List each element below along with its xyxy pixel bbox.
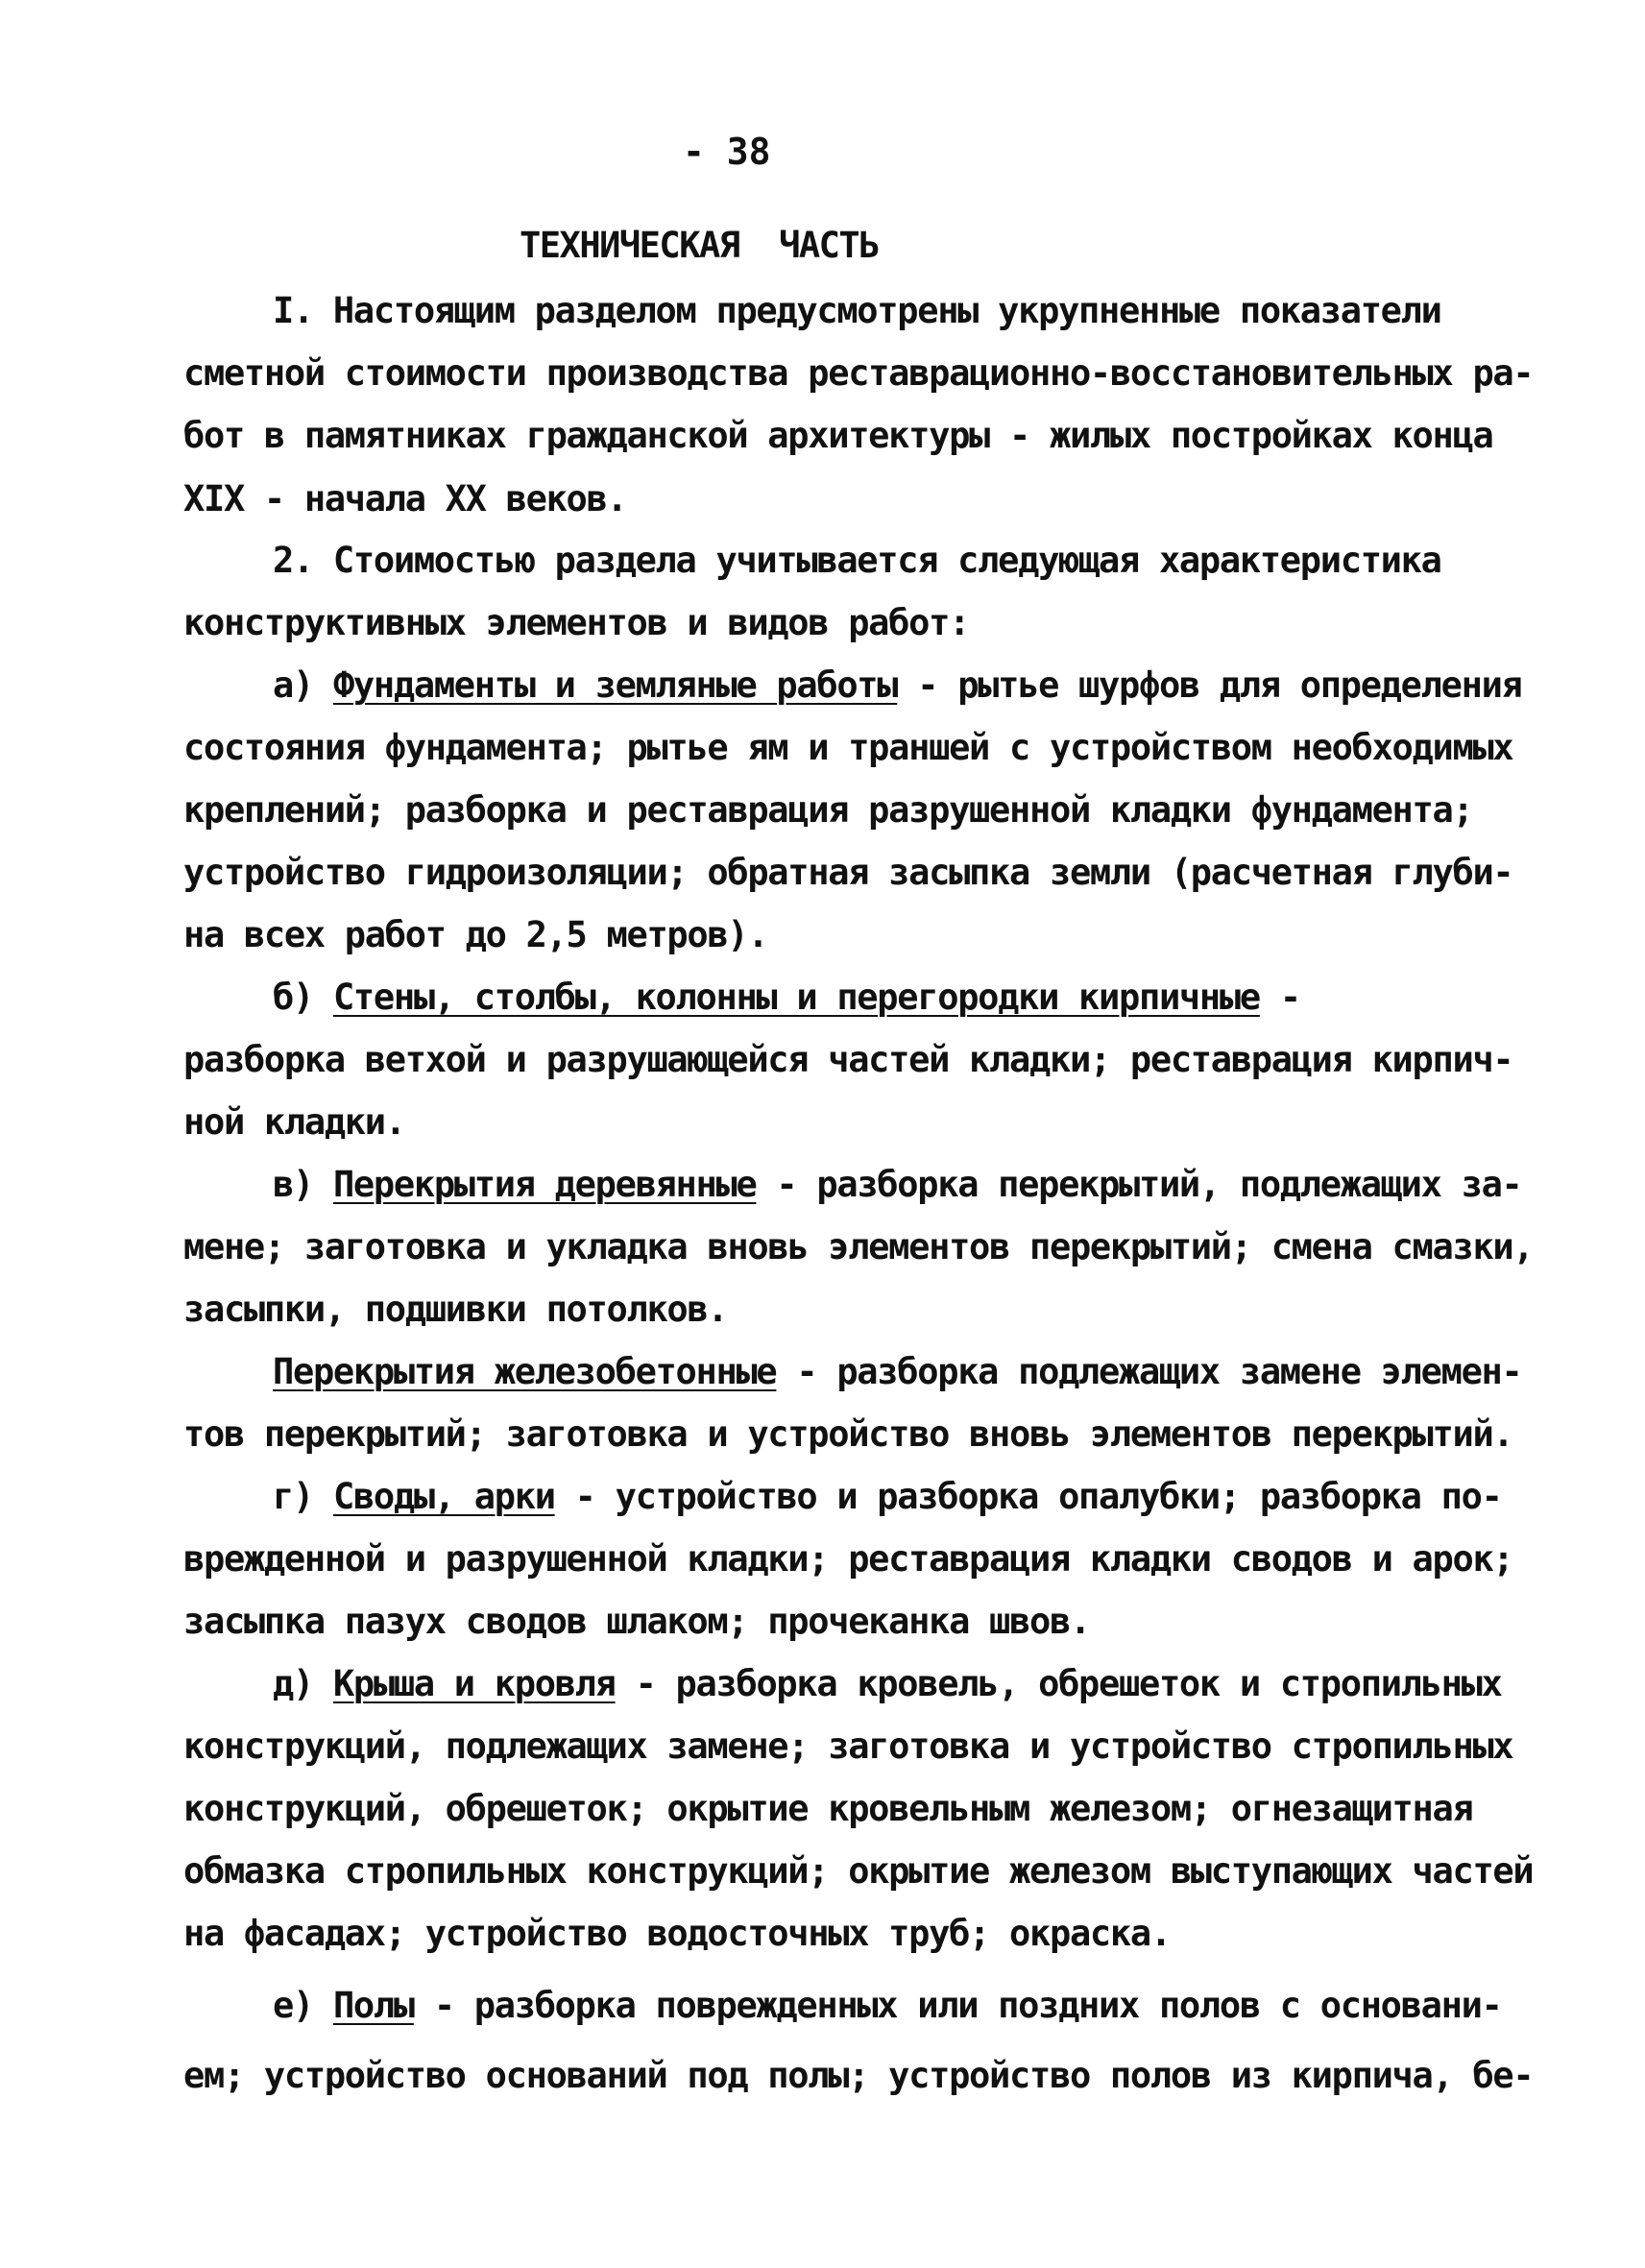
item-a-line-3: креплений; разборка и реставрация разрушенной кладки фундамента; [183, 789, 1473, 831]
item-b-line-1 [273, 975, 1300, 1021]
item-b-prefix: б) [273, 977, 333, 1018]
item-d-line-2: конструкций, подлежащих замене; заготовка и устройство стропильных [183, 1725, 1513, 1767]
item-v2-line-2: тов перекрытий; заготовка и устройство вновь элементов перекрытий. [183, 1413, 1513, 1455]
section-heading: ТЕХНИЧЕСКАЯ ЧАСТЬ [520, 225, 879, 266]
item-d-title: Крыша и кровля [332, 1663, 616, 1704]
item-d-line-1-rest: - разборка кровель, обрешеток и стропильных [615, 1663, 1502, 1704]
p1-line-4: XIX - начала XX веков. [183, 478, 627, 519]
page-number: - 38 [683, 131, 771, 173]
item-v-line-1 [273, 1162, 1522, 1208]
item-a-title: Фундаменты и земляные работы [332, 664, 898, 706]
item-v-prefix: в) [273, 1164, 333, 1205]
item-v2-line-1 [273, 1349, 1522, 1395]
item-v2-title: Перекрытия железобетонные [273, 1351, 777, 1392]
item-d-prefix: д) [273, 1663, 333, 1704]
item-e-prefix: е) [273, 1985, 333, 2026]
item-a-line-2: состояния фундамента; рытье ям и траншей с устройством необходимых [183, 727, 1513, 768]
item-g-line-2: врежденной и разрушенной кладки; реставрация кладки сводов и арок; [183, 1538, 1513, 1580]
p2-line-1: 2. Стоимостью раздела учитывается следующая характеристика [273, 540, 1441, 581]
item-v-title: Перекрытия деревянные [332, 1164, 757, 1205]
item-b-line-1-rest: - [1259, 977, 1300, 1018]
item-v-line-3: засыпки, подшивки потолков. [183, 1289, 728, 1330]
item-b-title: Стены, столбы, колонны и перегородки кирпичные [332, 977, 1260, 1018]
p2-line-2: конструктивных элементов и видов работ: [183, 602, 970, 643]
item-a-line-1 [273, 663, 1522, 709]
item-e-line-2: ем; устройство оснований под полы; устройство полов из кирпича, бе- [183, 2055, 1534, 2096]
p1-line-3: бот в памятниках гражданской архитектуры - жилых постройках конца [183, 415, 1493, 456]
item-d-line-5: на фасадах; устройство водосточных труб; окраска. [183, 1913, 1171, 1954]
item-g-line-1-rest: - устройство и разборка опалубки; разборка по- [554, 1476, 1502, 1517]
item-a-line-5: на всех работ до 2,5 метров). [183, 914, 768, 955]
item-e-line-1-rest: - разборка поврежденных или поздних полов с основани- [413, 1985, 1502, 2026]
item-g-line-3: засыпка пазух сводов шлаком; прочеканка швов. [183, 1601, 1090, 1642]
item-v2-line-1-rest: - разборка подлежащих замене элемен- [776, 1351, 1522, 1392]
item-d-line-1 [273, 1661, 1502, 1707]
item-v-line-2: мене; заготовка и укладка вновь элементов перекрытий; смена смазки, [183, 1226, 1534, 1267]
item-b-line-3: ной кладки. [183, 1101, 405, 1143]
p1-line-2: сметной стоимости производства реставрационно-восстановительных ра- [183, 352, 1534, 394]
item-g-prefix: г) [273, 1476, 333, 1517]
item-d-line-3: конструкций, обрешеток; окрытие кровельным железом; огнезащитная [183, 1788, 1473, 1829]
item-g-title: Своды, арки [332, 1476, 555, 1517]
item-e-title: Полы [332, 1985, 414, 2026]
item-a-prefix: а) [273, 664, 333, 706]
item-g-line-1 [273, 1474, 1502, 1520]
item-a-line-4: устройство гидроизоляции; обратная засыпка земли (расчетная глуби- [183, 852, 1513, 893]
item-e-line-1 [273, 1983, 1502, 2029]
item-b-line-2: разборка ветхой и разрушающейся частей кладки; реставрация кирпич- [183, 1039, 1513, 1080]
item-d-line-4: обмазка стропильных конструкций; окрытие железом выступающих частей [183, 1850, 1534, 1892]
item-a-line-1-rest: - рытье шурфов для определения [897, 664, 1522, 706]
p1-line-1: I. Настоящим разделом предусмотрены укрупненные показатели [273, 290, 1441, 331]
item-v-line-1-rest: - разборка перекрытий, подлежащих за- [756, 1164, 1522, 1205]
